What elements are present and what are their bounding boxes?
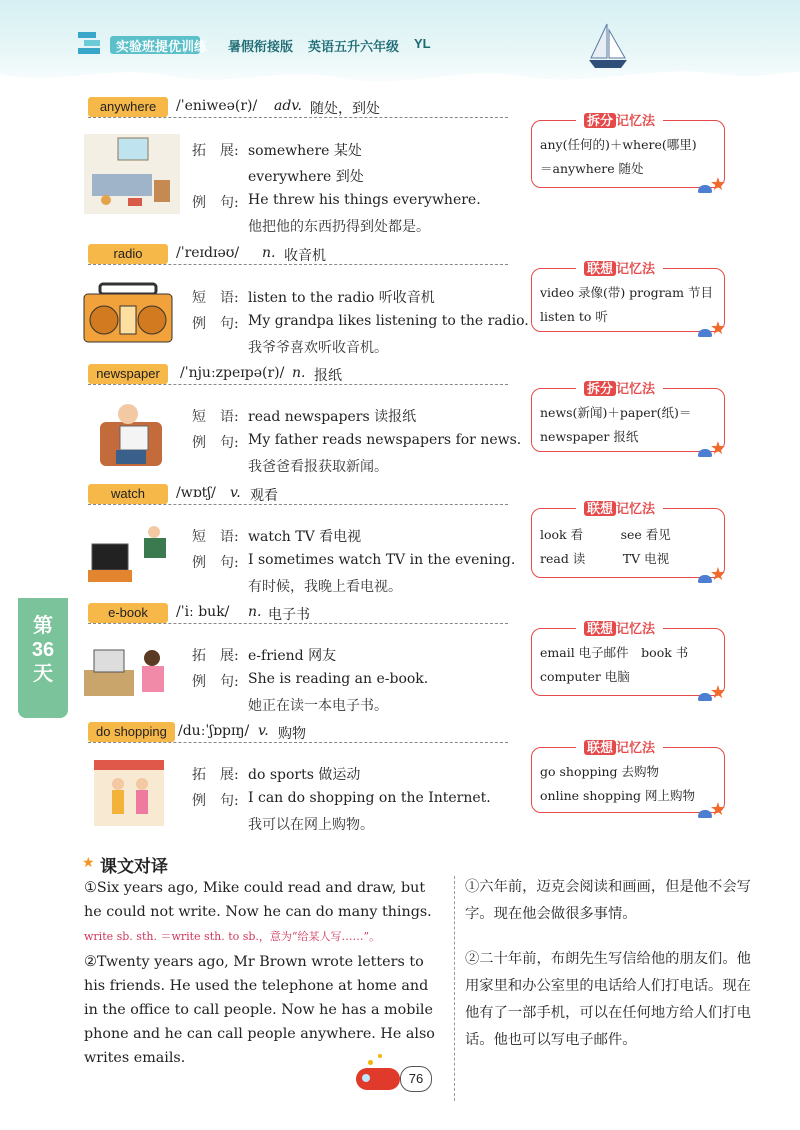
divider [88, 623, 508, 624]
starfish-icon: ★ [709, 174, 726, 195]
row-label: 拓 展: [192, 648, 239, 664]
memory-box [531, 740, 726, 820]
memory-box [531, 113, 726, 195]
row-text: e-friend 网友 [248, 648, 337, 664]
phonetic: /ˈnjuːzpeɪpə(r)/ [180, 365, 285, 381]
grammar-note: write sb. sth. ＝write sth. to sb.，意为“给某人写……”。 [84, 930, 381, 943]
word-label: newspaper [88, 364, 168, 384]
meaning: 观看 [250, 488, 278, 504]
row-label: 短 语: [192, 290, 239, 306]
memory-method: 联想 记忆法 [576, 737, 663, 757]
man-reading-illustration [98, 400, 164, 470]
paragraph-1-cn: ①六年前，迈克会阅读和画画，但是他不会写字。现在他会做很多事情。 [465, 879, 751, 922]
row-text: somewhere 某处 [248, 143, 362, 159]
starfish-icon: ★ [709, 682, 726, 703]
header-edition: 暑假衔接版 [228, 39, 294, 54]
example-translation: 我爸爸看报获取新闻。 [248, 459, 388, 475]
row-text: everywhere 到处 [248, 169, 364, 185]
bubble-decoration [368, 1060, 373, 1065]
memory-line: look 看 see 看见 [540, 527, 671, 542]
day-number: 36 [31, 639, 55, 661]
divider [88, 384, 508, 385]
example-sentence: She is reading an e-book. [248, 671, 429, 687]
part-of-speech: v. [258, 723, 269, 739]
section-title: 课文对译 [100, 857, 168, 876]
word-label: anywhere [88, 97, 168, 117]
memory-line: go shopping 去购物 [540, 764, 660, 779]
phonetic: /wɒtʃ/ [176, 485, 216, 501]
memory-line: computer 电脑 [540, 669, 630, 684]
example-translation: 我可以在网上购物。 [248, 817, 374, 833]
row-text: watch TV 看电视 [248, 529, 362, 545]
star-icon: ★ [82, 855, 95, 871]
memory-box [531, 621, 726, 703]
meaning: 报纸 [314, 368, 342, 384]
memory-line: news(新闻)＋paper(纸)＝ [540, 405, 692, 420]
row-label: 拓 展: [192, 767, 239, 783]
logo-icon [76, 30, 104, 58]
example-sentence: I sometimes watch TV in the evening. [248, 552, 516, 568]
memory-box [531, 261, 726, 339]
header-series: 实验班提优训练 [116, 39, 208, 54]
meaning: 电子书 [268, 607, 310, 623]
day-suffix: 天 [33, 663, 53, 685]
phonetic: /duːˈʃɒpɪŋ/ [178, 723, 250, 739]
phonetic: /ˈeniweə(r)/ [176, 98, 258, 114]
row-text: read newspapers 读报纸 [248, 409, 417, 425]
starfish-icon: ★ [709, 799, 726, 820]
row-label: 短 语: [192, 409, 239, 425]
part-of-speech: adv. [274, 98, 303, 114]
paragraph-1-en: ①Six years ago, Mike could read and draw, but he could not write. Now he can do many things. [84, 880, 432, 920]
starfish-icon: ★ [709, 438, 726, 459]
row-label: 例 句: [192, 793, 239, 809]
example-sentence: He threw his things everywhere. [248, 192, 481, 208]
row-label: 例 句: [192, 674, 239, 690]
example-translation: 她正在读一本电子书。 [248, 698, 388, 714]
part-of-speech: n. [292, 365, 306, 381]
phonetic: /ˈiː buk/ [176, 604, 230, 620]
divider [88, 742, 508, 743]
radio-illustration [82, 282, 174, 344]
divider [88, 504, 508, 505]
memory-line: online shopping 网上购物 [540, 788, 696, 803]
row-label: 短 语: [192, 529, 239, 545]
meaning: 随处，到处 [310, 101, 380, 117]
memory-line: listen to 听 [540, 309, 608, 324]
submarine-icon [356, 1068, 400, 1090]
page-header [0, 0, 800, 92]
memory-line: read 读 TV 电视 [540, 551, 670, 566]
row-label: 例 句: [192, 195, 239, 211]
example-translation: 他把他的东西扔得到处都是。 [248, 219, 430, 235]
part-of-speech: n. [248, 604, 262, 620]
word-label: radio [88, 244, 168, 264]
word-label: e-book [88, 603, 168, 623]
meaning: 收音机 [284, 248, 326, 264]
memory-method: 拆分 记忆法 [576, 378, 663, 398]
girl-computer-illustration [80, 640, 180, 706]
memory-line: ＝anywhere 随处 [540, 161, 644, 176]
example-translation: 我爷爷喜欢听收音机。 [248, 340, 388, 356]
memory-box [531, 501, 726, 585]
starfish-icon: ★ [709, 564, 726, 585]
day-prefix: 第 [33, 615, 53, 637]
memory-line: newspaper 报纸 [540, 429, 639, 444]
memory-method: 联想 记忆法 [576, 498, 663, 518]
example-translation: 有时候，我晚上看电视。 [248, 579, 402, 595]
memory-line: email 电子邮件 book 书 [540, 645, 689, 660]
memory-box [531, 381, 726, 459]
word-label: do shopping [88, 722, 175, 742]
messy-room-illustration [84, 134, 180, 214]
example-sentence: I can do shopping on the Internet. [248, 790, 491, 806]
bubble-decoration [378, 1054, 382, 1058]
memory-line: video 录像(带) program 节目 [540, 285, 713, 300]
part-of-speech: v. [230, 485, 241, 501]
word-label: watch [88, 484, 168, 504]
divider [88, 264, 508, 265]
header-code: YL [414, 36, 431, 51]
memory-line: any(任何的)＋where(哪里) [540, 137, 697, 152]
meaning: 购物 [278, 726, 306, 742]
memory-method: 联想 记忆法 [576, 258, 663, 278]
row-label: 拓 展: [192, 143, 239, 159]
row-label: 例 句: [192, 316, 239, 332]
memory-method: 联想 记忆法 [576, 618, 663, 638]
paragraph-2-cn: ②二十年前，布朗先生写信给他的朋友们。他用家里和办公室里的电话给人们打电话。现在他有了一部手机，可以在任何地方给人们打电话。他也可以写电子邮件。 [465, 951, 751, 1048]
phonetic: /ˈreɪdɪəʊ/ [176, 245, 240, 261]
day-tab [18, 598, 68, 718]
paragraph-2-en: ②Twenty years ago, Mr Brown wrote letters to his friends. He used the telephone at home and in the office to call people. Now he has a mobile phone and he can call people anywhere. He also writes emails. [84, 954, 435, 1066]
header-wave [0, 60, 800, 92]
tv-illustration [88, 524, 172, 586]
example-sentence: My grandpa likes listening to the radio. [248, 313, 529, 329]
starfish-icon: ★ [709, 318, 726, 339]
row-label: 例 句: [192, 435, 239, 451]
row-text: listen to the radio 听收音机 [248, 290, 435, 306]
row-text: do sports 做运动 [248, 767, 361, 783]
example-sentence: My father reads newspapers for news. [248, 432, 522, 448]
header-level: 英语五升六年级 [308, 39, 400, 54]
memory-method: 拆分 记忆法 [576, 110, 663, 130]
row-label: 例 句: [192, 555, 239, 571]
column-divider [454, 876, 455, 1101]
divider [88, 117, 508, 118]
page-number: 76 [400, 1066, 432, 1092]
shopping-illustration [94, 760, 164, 826]
part-of-speech: n. [262, 245, 276, 261]
